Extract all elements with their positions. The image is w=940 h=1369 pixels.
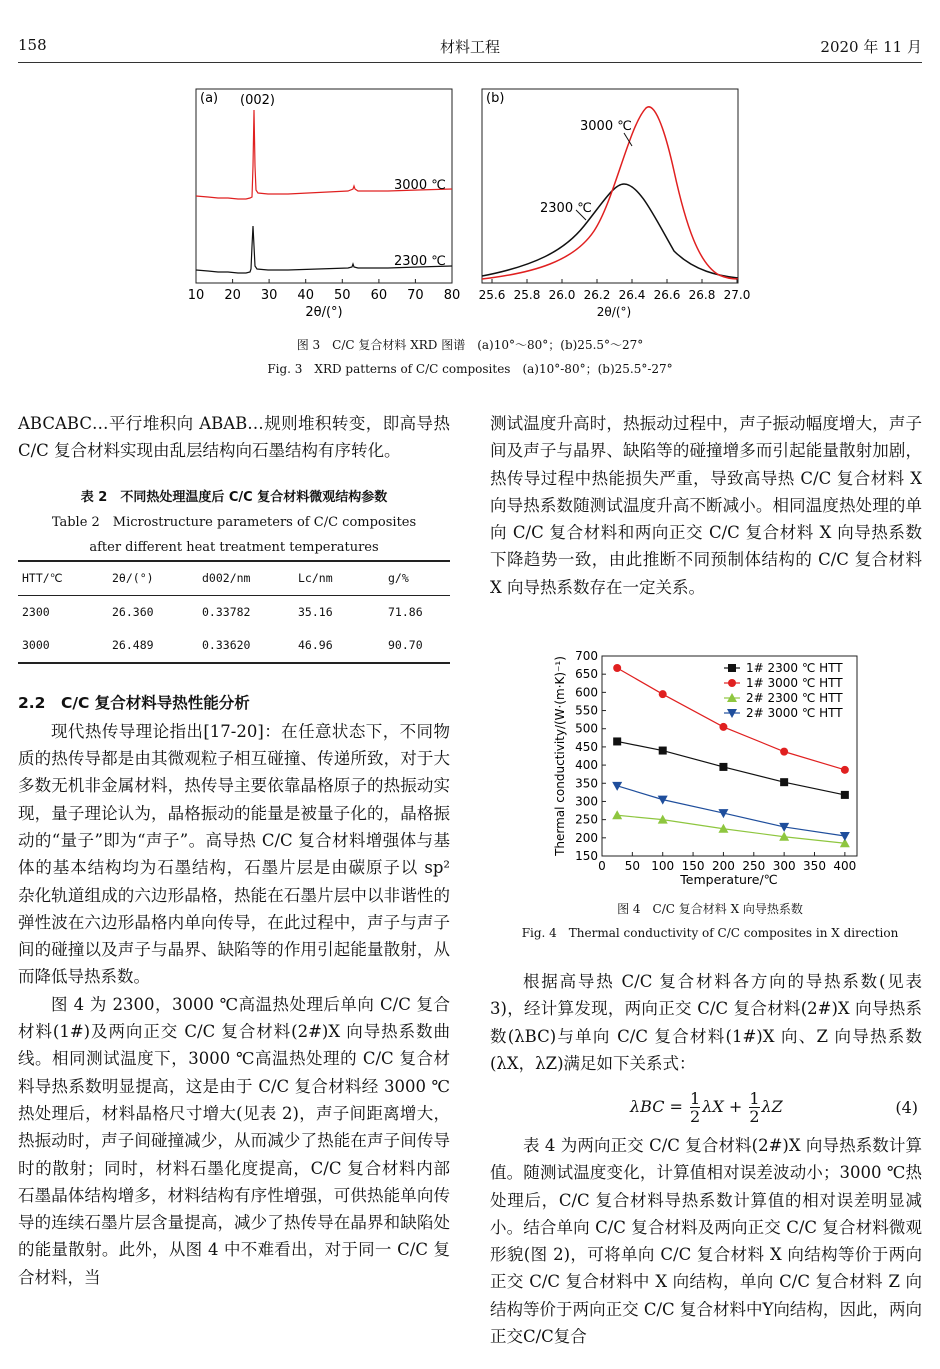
fig3-panel-b (474, 86, 754, 326)
issue-date: 2020 年 11 月 (820, 38, 922, 56)
y-tick-label: 300 (575, 794, 598, 809)
xtick-b: 26.2 (583, 288, 611, 302)
right-column (490, 410, 922, 601)
eq-term1: λX (702, 1097, 724, 1116)
xtick-b: 27.0 (723, 288, 751, 302)
table2-title-en: Table 2 Microstructure parameters of C/C composites (51, 514, 417, 530)
fig4-chart (546, 646, 866, 890)
table-cell: 90.70 (384, 629, 450, 663)
y-tick-label: 150 (575, 849, 598, 863)
fig4-ylabel: Thermal conductivity/(W·(m·K)⁻¹) (553, 656, 567, 856)
xtick-b: 25.8 (513, 288, 541, 302)
eq-term2: λZ (761, 1097, 783, 1116)
table-cell: 0.33782 (202, 604, 251, 619)
fig4-caption-cn: 图 4 C/C 复合材料 X 向导热系数 (617, 902, 803, 916)
legend-marker (728, 679, 736, 687)
section-heading: 2.2 C/C 复合材料导热性能分析 (18, 694, 250, 713)
legend-marker (728, 664, 736, 672)
data-point (613, 737, 621, 745)
x-tick-label: 350 (803, 859, 826, 873)
data-point (841, 791, 849, 799)
paragraph: 图 4 为 2300，3000 ℃高温热处理后单向 C/C 复合材料(1#)及两向正交 C/C 复合材料(2#)X 向导热系数曲线。相同测试温度下，3000 ℃高温热处理的 C/C 复合材料导热系数明显提高，这是由于 C/C 复合材料经 3000 ℃热处理后，材料晶格尺寸增大(见表 2)，声子间距离增大，热振动时，声子间碰撞减少，从而减少了热能在声子间传导时的散射；同时，材料石墨化度提高，C/C 复合材料内部石墨晶体结构增多，材料结构有序性增强，可供热能单向传导的连续石墨片层含量提高，减少了热传导在晶界和缺陷处的能量散射。此外，从图 4 中不难看出，对于同一 C/C 复合材料，当 (18, 994, 450, 1287)
label-3000-a: 3000 ℃ (394, 178, 446, 193)
xlabel-b: 2θ/(°) (596, 305, 632, 319)
paragraph: 测试温度升高时，热振动过程中，声子振动幅度增大，声子间及声子与晶界、缺陷等的碰撞增多而引起能量散射加剧，热传导过程中热能损失严重，导致高导热 C/C 复合材料 X 向导热系数随测试温度升高不断减小。相同温度热处理的单向 C/C 复合材料和两向正交 C/C 复合材料 X 向导热系数下降趋势一致，由此推断不同预制体结构的 C/C 复合材料 X 向导热系数存在一定关系。 (490, 414, 922, 597)
table-cell: 3000 (18, 629, 108, 663)
x-tick-label: 200 (711, 859, 735, 873)
data-point (780, 748, 788, 756)
x-tick-label: 250 (742, 859, 766, 873)
y-tick-label: 450 (575, 739, 598, 754)
xtick-b: 26.4 (618, 288, 646, 302)
table-cell: 35.16 (298, 604, 333, 619)
y-tick-label: 350 (575, 776, 598, 791)
paragraph: 表 4 为两向正交 C/C 复合材料(2#)X 向导热系数计算值。随测试温度变化，计算值相对误差波动小；3000 ℃热处理后，C/C 复合材料导热系数计算值的相对误差明显减小。结合单向 C/C 复合材料及两向正交 C/C 复合材料微观形貌(图 2)，可将单向 C/C 复合材料 X 向结构等价于两向正交 C/C 复合材料中 X 向结构，单向 C/C 复合材料 Z 向结构等价于两向正交 C/C 复合材料中Y向结构，因此，两向正交C/C复合 (490, 1136, 922, 1347)
journal-title: 材料工程 (439, 38, 500, 56)
xtick-a: 80 (443, 288, 461, 303)
x-tick-label: 400 (833, 859, 857, 873)
header-rule (18, 62, 922, 63)
table-header: HTT/℃ (18, 561, 108, 596)
data-point (719, 723, 727, 731)
eq-plus: + (728, 1097, 743, 1116)
paragraph: 根据高导热 C/C 复合材料各方向的导热系数(见表 3)，经计算发现，两向正交 C/C 复合材料(2#)X 向导热系数(λBC)与单向 C/C 复合材料(1#)X 向、Z 向导热系数(λX，λZ)满足如下关系式： (490, 972, 922, 1073)
page-number: 158 (18, 36, 47, 54)
eq-fraction (690, 1090, 700, 1125)
xtick-a: 70 (407, 288, 424, 303)
legend-label: 2# 3000 ℃ HTT (746, 706, 843, 720)
legend-label: 1# 3000 ℃ HTT (746, 676, 843, 690)
equation-number: (4) (895, 1098, 918, 1117)
x-tick-label: 0 (598, 859, 606, 873)
xtick-b: 26.8 (688, 288, 716, 302)
xtick-b: 25.6 (478, 288, 506, 302)
xlabel-a: 2θ/(°) (305, 305, 343, 320)
table-header: 2θ/(°) (108, 561, 198, 596)
peak-label-002: (002) (240, 93, 275, 108)
xtick-a: 30 (260, 288, 278, 303)
x-tick-label: 150 (681, 859, 705, 873)
label-2300-b: 2300 ℃ (540, 201, 592, 216)
table-header: Lc/nm (294, 561, 384, 596)
xtick-b: 26.0 (548, 288, 576, 302)
table2 (18, 560, 450, 665)
legend-label: 2# 2300 ℃ HTT (746, 691, 843, 705)
label-2300-a: 2300 ℃ (394, 254, 446, 269)
xtick-a: 60 (370, 288, 388, 303)
table-header: g/% (384, 561, 450, 596)
data-point (659, 690, 667, 698)
fig4-caption-en: Fig. 4 Thermal conductivity of C/C composites in X direction (521, 926, 899, 940)
xtick-a: 50 (334, 288, 351, 303)
frac-den: 2 (690, 1107, 701, 1126)
fig3-panel-a (188, 86, 464, 326)
data-point (719, 763, 727, 771)
data-point (780, 778, 788, 786)
y-tick-label: 600 (575, 685, 598, 700)
y-tick-label: 550 (575, 703, 598, 718)
paragraph: ABCABC…平行堆积向 ABAB…规则堆积转变，即高导热 C/C 复合材料实现由乱层结构向石墨结构有序转化。 (18, 414, 450, 461)
fig4-xlabel: Temperature/℃ (680, 872, 778, 887)
x-tick-label: 100 (651, 859, 675, 873)
xtick-b: 26.6 (653, 288, 681, 302)
table2-title-en: after different heat treatment temperatures (89, 539, 379, 555)
label-3000-b: 3000 ℃ (580, 119, 632, 134)
xtick-a: 20 (224, 288, 241, 303)
eq-equals: = (669, 1097, 683, 1116)
y-tick-label: 500 (575, 721, 598, 736)
xtick-a: 10 (188, 288, 205, 303)
table-row (18, 629, 450, 663)
y-tick-label: 250 (575, 812, 598, 827)
fig3-caption-cn: 图 3 C/C 复合材料 XRD 图谱 (a)10°～80°；(b)25.5°～27° (296, 338, 644, 352)
table-cell: 2300 (22, 604, 50, 619)
y-tick-label: 200 (575, 830, 598, 845)
eq-lhs: λBC (630, 1097, 665, 1116)
table-cell: 26.360 (112, 604, 154, 619)
fig3-caption-en: Fig. 3 XRD patterns of C/C composites (a)10°-80°；(b)25.5°-27° (267, 362, 673, 376)
frac-num: 1 (749, 1089, 760, 1108)
xtick-a: 40 (297, 288, 314, 303)
equation-4 (490, 1084, 922, 1132)
table-cell: 46.96 (294, 629, 384, 663)
data-point (841, 766, 849, 774)
table-cell: 0.33620 (198, 629, 294, 663)
table-cell: 26.489 (108, 629, 198, 663)
frac-den: 2 (749, 1107, 760, 1126)
panel-a-label: (a) (200, 91, 219, 106)
y-tick-label: 400 (575, 758, 598, 773)
y-tick-label: 650 (575, 667, 598, 682)
x-tick-label: 300 (772, 859, 796, 873)
paragraph: 现代热传导理论指出[17-20]：在任意状态下，不同物质的热传导都是由其微观粒子相互碰撞、传递所致，对于大多数无机非金属材料，热传导主要依靠晶格原子的热振动实现，量子理论认为，晶格振动的能量是被量子化的，晶格振动的“量子”即为“声子”。高导热 C/C 复合材料增强体与基体的基本结构均为石墨结构，石墨片层是由碳原子以 sp² 杂化轨道组成的六边形晶格，热能在石墨片层中以非谐性的弹性波在六边形晶格内单向传导，在此过程中，声子与声子间的碰撞以及声子与晶界、缺陷等的作用引起能量散射，从而降低导热系数。 (18, 721, 450, 987)
table-header: d002/nm (198, 561, 294, 596)
data-point (613, 664, 621, 672)
right-column-lower (490, 968, 922, 1077)
frac-num: 1 (690, 1089, 701, 1108)
left-column (18, 410, 450, 1291)
legend-label: 1# 2300 ℃ HTT (746, 661, 843, 675)
x-tick-label: 50 (624, 859, 640, 873)
eq-fraction (749, 1090, 759, 1125)
table-row (18, 595, 450, 629)
right-column-bottom (490, 1132, 922, 1350)
data-point (659, 747, 667, 755)
table2-title-cn: 表 2 不同热处理温度后 C/C 复合材料微观结构参数 (80, 489, 388, 505)
panel-b-label: (b) (486, 91, 505, 106)
y-tick-label: 700 (575, 649, 598, 663)
table-cell: 71.86 (388, 604, 423, 619)
